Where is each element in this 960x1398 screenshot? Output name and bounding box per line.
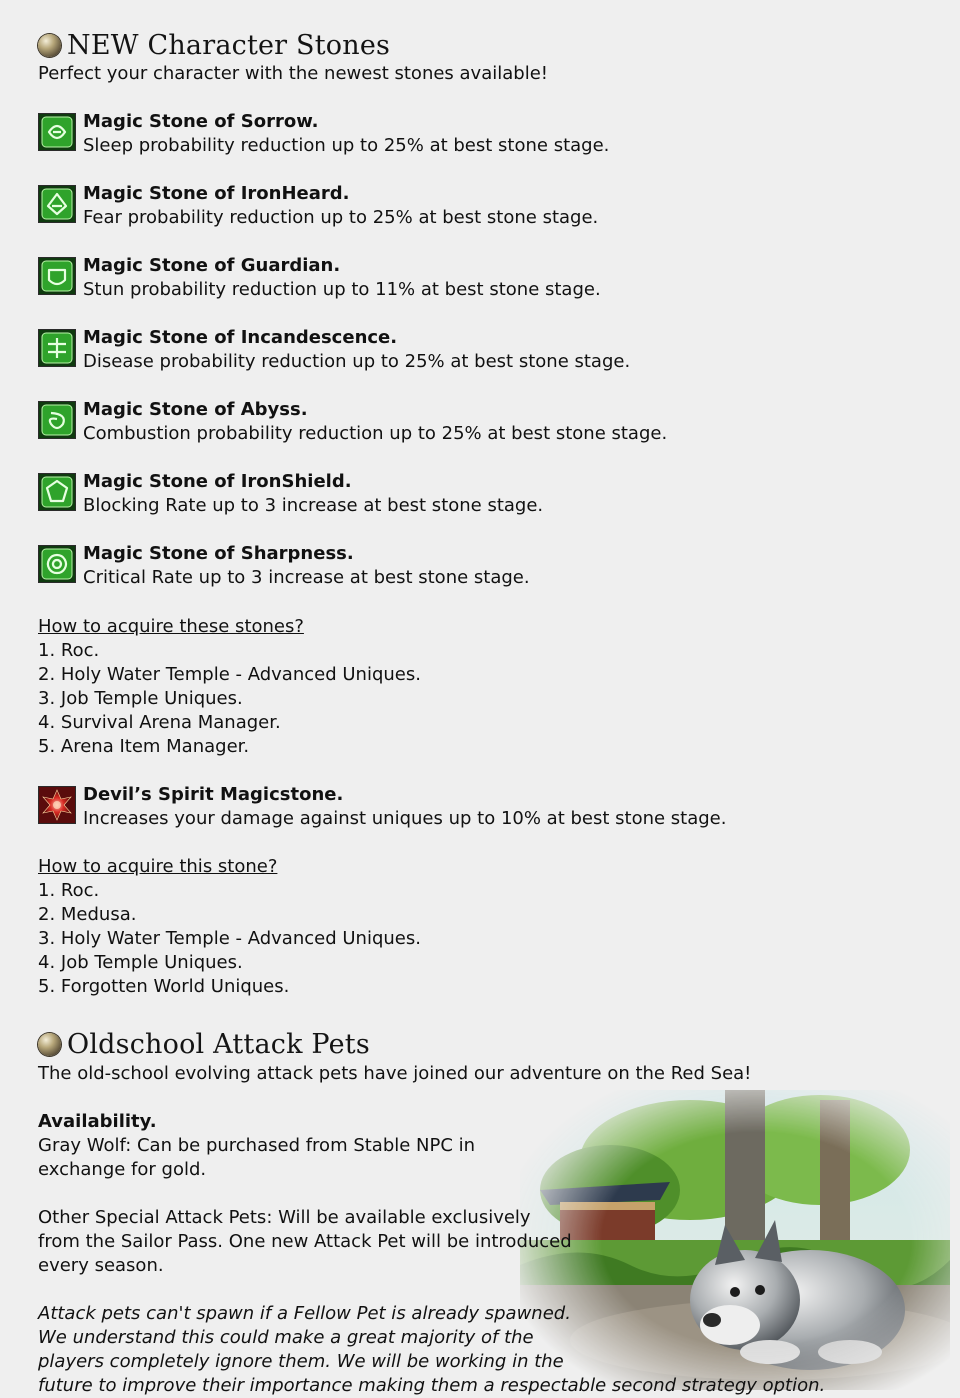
stone-entry [38, 542, 530, 590]
list-item: 2. Medusa. [38, 904, 137, 925]
section-title-text: NEW Character Stones [67, 30, 391, 61]
acquire-stone-heading: How to acquire this stone? [38, 856, 278, 877]
red-devil-spirit-stone-icon [38, 786, 76, 824]
stone-entry [38, 470, 543, 518]
green-ironshield-stone-icon [38, 473, 76, 511]
availability-heading: Availability. [38, 1111, 157, 1132]
list-item: 5. Forgotten World Uniques. [38, 976, 290, 997]
list-item: 3. Holy Water Temple - Advanced Uniques. [38, 928, 421, 949]
stone-description: Blocking Rate up to 3 increase at best stone stage. [83, 495, 544, 516]
stone-name: Magic Stone of IronHeard. [83, 183, 350, 204]
stone-name: Magic Stone of IronShield. [83, 471, 352, 492]
green-incandescence-stone-icon [38, 329, 76, 367]
green-sorrow-stone-icon [38, 113, 76, 151]
list-item: 3. Job Temple Uniques. [38, 688, 243, 709]
section-title-text: Oldschool Attack Pets [67, 1029, 370, 1060]
text-line: every season. [38, 1255, 164, 1276]
green-abyss-stone-icon [38, 401, 76, 439]
text-line: Attack pets can't spawn if a Fellow Pet is already spawned. [38, 1303, 571, 1324]
stone-description: Critical Rate up to 3 increase at best stone stage. [83, 567, 530, 588]
section-title-character-stones [38, 30, 390, 61]
acquire-stone-list [38, 879, 421, 999]
orb-bullet-icon [38, 34, 61, 57]
stone-name: Magic Stone of Guardian. [83, 255, 341, 276]
section-subtitle: Perfect your character with the newest stones available! [38, 63, 548, 84]
stone-description: Combustion probability reduction up to 25% at best stone stage. [83, 423, 668, 444]
text-line: Other Special Attack Pets: Will be available exclusively [38, 1207, 531, 1228]
list-item: 1. Roc. [38, 880, 100, 901]
stone-name: Magic Stone of Sharpness. [83, 543, 354, 564]
text-line: Gray Wolf: Can be purchased from Stable NPC in [38, 1135, 476, 1156]
list-item: 4. Job Temple Uniques. [38, 952, 243, 973]
orb-bullet-icon [38, 1033, 61, 1056]
acquire-stones-list [38, 639, 421, 759]
stone-description: Fear probability reduction up to 25% at best stone stage. [83, 207, 599, 228]
stone-name: Magic Stone of Incandescence. [83, 327, 398, 348]
stone-description: Sleep probability reduction up to 25% at best stone stage. [83, 135, 610, 156]
green-guardian-stone-icon [38, 257, 76, 295]
section-title-attack-pets [38, 1029, 370, 1060]
stone-entry [38, 110, 609, 158]
green-sharpness-stone-icon [38, 545, 76, 583]
list-item: 5. Arena Item Manager. [38, 736, 250, 757]
stone-entry [38, 398, 667, 446]
text-line: from the Sailor Pass. One new Attack Pet will be introduced [38, 1231, 572, 1252]
list-item: 4. Survival Arena Manager. [38, 712, 281, 733]
pets-subtitle: The old-school evolving attack pets have joined our adventure on the Red Sea! [38, 1063, 752, 1084]
stone-entry [38, 326, 630, 374]
stone-entry [38, 254, 601, 302]
stone-name: Magic Stone of Abyss. [83, 399, 308, 420]
text-line: We understand this could make a great majority of the [38, 1327, 534, 1348]
text-line: future to improve their importance making them a respectable second strategy option. [38, 1375, 826, 1396]
list-item: 1. Roc. [38, 640, 100, 661]
acquire-stones-heading: How to acquire these stones? [38, 616, 304, 637]
text-line: players completely ignore them. We will be working in the [38, 1351, 564, 1372]
stone-description: Stun probability reduction up to 11% at best stone stage. [83, 279, 601, 300]
text-line: exchange for gold. [38, 1159, 207, 1180]
stone-entry [38, 182, 598, 230]
stone-description: Disease probability reduction up to 25% at best stone stage. [83, 351, 631, 372]
stone-name: Devil’s Spirit Magicstone. [83, 784, 344, 805]
list-item: 2. Holy Water Temple - Advanced Uniques. [38, 664, 421, 685]
green-ironheard-stone-icon [38, 185, 76, 223]
gray-wolf-pet-illustration [520, 1090, 950, 1390]
stone-description: Increases your damage against uniques up to 10% at best stone stage. [83, 808, 727, 829]
devil-stone-entry [38, 783, 726, 831]
stone-name: Magic Stone of Sorrow. [83, 111, 319, 132]
